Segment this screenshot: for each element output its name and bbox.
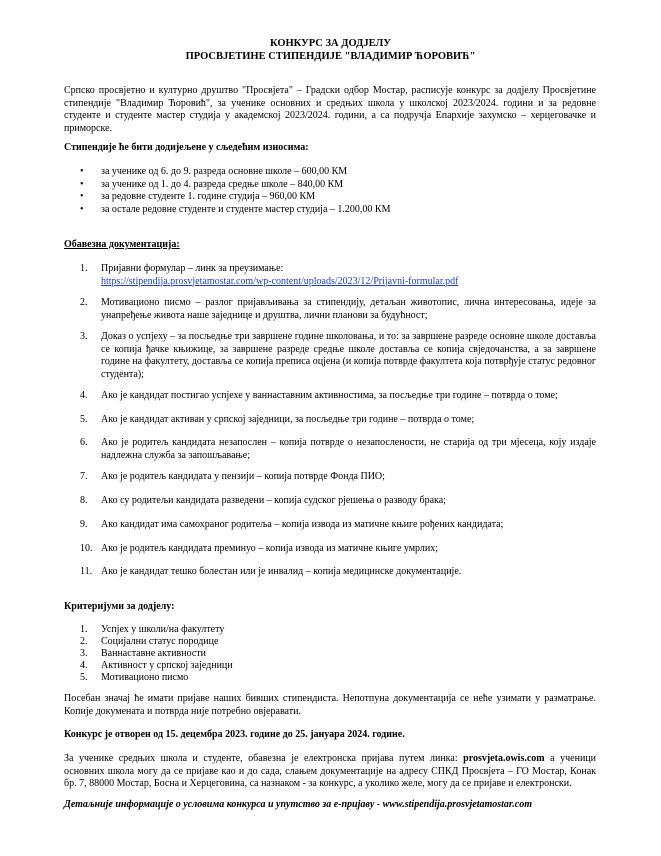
amount-item: • за ученике од 1. до 4. разреда средње школе – 840,00 КМ	[64, 179, 596, 192]
item-number: 8.	[80, 495, 88, 506]
item-text: Активност у српској заједници	[101, 660, 233, 671]
intro-paragraph: Српско просвјетно и културно друштво "Просвјета" – Градски одбор Мостар, расписује конкурс за додјелу Просвјетине стипендије "Владимир Ћоровић", за ученике основних и средњих школа у школској 2023/2024. години и за редовне студенте и студенте мастер студија у академској 2023/2024. години, а са подручја Епархије захумско – херцеговачке и приморске.	[64, 85, 596, 134]
item-number: 11.	[80, 566, 93, 577]
item-text: Ваннаставне активности	[101, 648, 206, 659]
item-number: 10.	[80, 543, 93, 554]
amounts-list	[64, 166, 596, 216]
criteria-item	[64, 660, 464, 673]
documentation-item	[64, 566, 596, 579]
item-text: Ако је родитељ кандидата незапослен – копија потврде о незапослености, не старија од три мјесеца, коју издаје надлежна служба за запошљавање;	[101, 437, 596, 461]
item-number: 5.	[80, 414, 88, 425]
item-text: Ако је кандидат активан у српској заједници, за посљедње три године – потврда о томе;	[101, 414, 475, 425]
item-number: 3.	[80, 648, 88, 659]
deadline-text: Конкурс је отворен од 15. децембра 2023. године до 25. јануара 2024. године.	[64, 729, 405, 740]
documentation-item	[64, 263, 596, 288]
criteria-item	[64, 636, 464, 649]
documentation-item	[64, 390, 596, 403]
documentation-item	[64, 297, 596, 322]
item-number: 2.	[80, 636, 88, 647]
title-line-2: ПРОСВЈЕТИНЕ СТИПЕНДИЈЕ "ВЛАДИМИР ЋОРОВИЋ"	[185, 50, 476, 62]
item-text: Мотивационо писмо	[101, 672, 189, 683]
item-text: Ако је родитељ кандидата у пензији – копија потврде Фонда ПИО;	[101, 471, 385, 482]
criteria-heading: Критеријуми за додјелу:	[64, 601, 175, 612]
documentation-item	[64, 519, 596, 532]
documentation-item	[64, 543, 596, 556]
amount-item: • за остале редовне студенте и студенте мастер студија – 1.200,00 КМ	[64, 204, 596, 217]
criteria-item	[64, 648, 464, 661]
item-text: Социјални статус породице	[101, 636, 219, 647]
note-paragraph: Посебан значај ће имати пријаве наших бивших стипендиста. Непотпуна документација се неће узимати у разматрање. Копије докумената и потврда није потребно овјеравати.	[64, 693, 596, 717]
item-text: Успјех у школи/на факултету	[101, 624, 225, 635]
item-number: 4.	[80, 660, 88, 671]
application-link[interactable]: prosvjeta.owis.com	[463, 753, 545, 764]
item-text: Пријавни формулар – линк за преузимање:	[101, 263, 284, 274]
amount-item: • за редовне студенте 1. године студија – 960,00 КМ	[64, 191, 596, 204]
item-text: Ако су родитељи кандидата разведени – копија судског рјешења о разводу брака;	[101, 495, 446, 506]
item-text: Ако је родитељ кандидата преминуо – копија извода из матичне књиге умрлих;	[101, 543, 439, 554]
item-number: 4.	[80, 390, 88, 401]
item-number: 3.	[80, 331, 88, 342]
item-number: 9.	[80, 519, 88, 530]
application-form-link[interactable]: https://stipendija.prosvjetamostar.com/wp-content/uploads/2023/12/Prijavni-formular.pdf	[101, 275, 459, 287]
application-text-before: За ученике средњих школа и студенте, обавезна је електронска пријава путем линка:	[64, 753, 464, 764]
item-number: 2.	[80, 297, 88, 308]
item-number: 7.	[80, 471, 88, 482]
item-number: 5.	[80, 672, 88, 683]
item-number: 6.	[80, 437, 88, 448]
item-number: 1.	[80, 263, 88, 274]
item-text: Доказ о успјеху – за посљедње три завршене године школовања, и то: за завршене разреде основне школе доставља се копија ђачке књижице, за завршене разреде средње школе доставља се копија свједочанства, а за завршене године на факултету, доставља се копија преписа оцјена (и копија потврде факултета која потврђује статус редовног студента);	[101, 331, 596, 380]
criteria-item	[64, 672, 464, 685]
item-text: Ако је кандидат тешко болестан или је инвалид – копија медицинске документације.	[101, 566, 462, 577]
title-line-1: КОНКУРС ЗА ДОДЈЕЛУ	[269, 38, 392, 49]
documentation-item	[64, 495, 596, 508]
item-text: Ако кандидат има самохраног родитеља – копија извода из матичне књиге рођених кандидата;	[101, 519, 504, 530]
footer-info: Детаљније информације о условима конкурса и упутство за е-пријаву - www.stipendija.prosvjetamostar.com	[64, 799, 532, 810]
amount-item: • за ученике од 6. до 9. разреда основне школе – 600,00 КМ	[64, 166, 596, 179]
documentation-heading: Обавезна документација:	[64, 239, 180, 250]
item-text: Ако је кандидат постигао успјехе у ваннаставним активностима, за посљедње три године – потврда о томе;	[101, 390, 558, 401]
documentation-item	[64, 437, 596, 462]
documentation-item	[64, 471, 596, 484]
application-paragraph	[64, 753, 596, 791]
documentation-item	[64, 331, 596, 381]
criteria-item	[64, 624, 464, 637]
item-text: Мотивационо писмо – разлог пријављивања за стипендију, детаљан животопис, лична интересовања, идеје за унапређење живота наше заједнице и друштва, лични планови за будућност;	[101, 297, 596, 321]
documentation-item	[64, 414, 596, 427]
document-title	[0, 38, 661, 63]
item-number: 1.	[80, 624, 88, 635]
amounts-heading: Стипендије ће бити додијељене у сљедећим износима:	[64, 142, 309, 153]
application-text-after: а ученици основних школа могу да се пријаве као и до сада, слањем документације на адресу СПКД Просвјета – ГО Мостар, Конак бр. 7, 88000 Мостар, Босна и Херцеговина, са назнаком - за конкурс, а уколико желе, могу да се пријаве и електронски.	[64, 753, 596, 789]
